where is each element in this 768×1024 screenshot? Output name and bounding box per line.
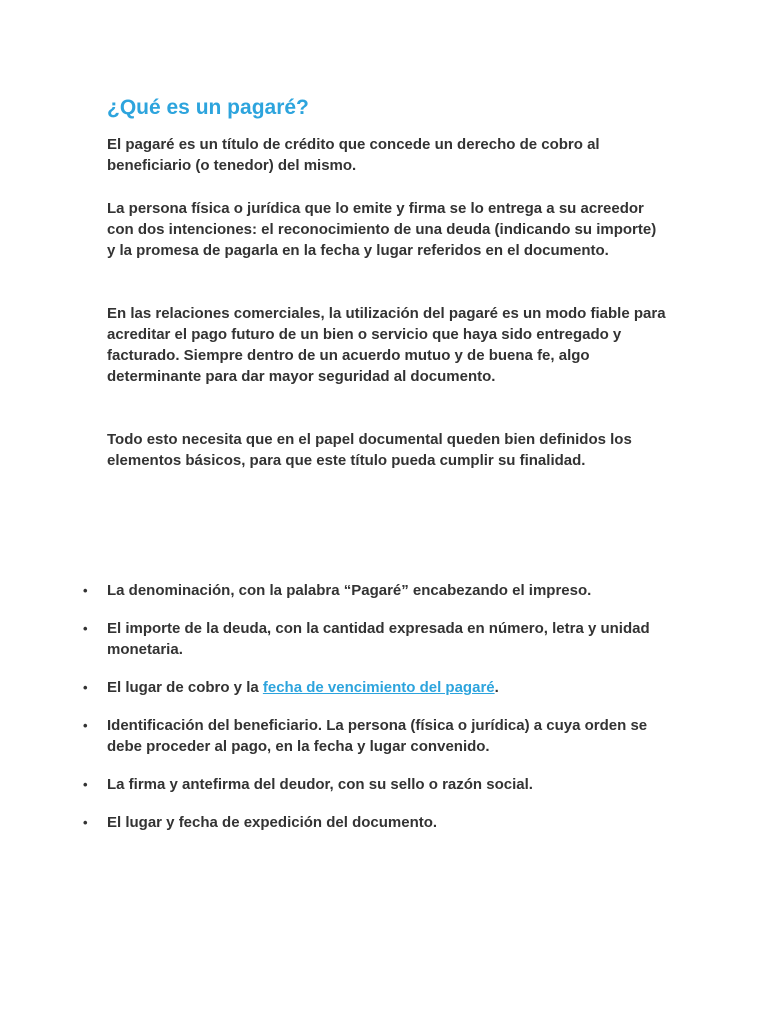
list-item-text: El importe de la deuda, con la cantidad expresada en número, letra y unidad monetaria. [107,620,650,658]
paragraph-elements-intro: Todo esto necesita que en el papel documental queden bien definidos los elementos básicos, para que este título pueda cumplir su finalidad. [107,431,632,469]
bullet-icon: • [83,680,88,695]
bullet-icon: • [83,815,88,830]
list-item-text-before: El lugar de cobro y la [107,679,263,696]
list-item [0,580,667,601]
paragraph-issuer: La persona física o jurídica que lo emite y firma se lo entrega a su acreedor con dos intenciones: el reconocimiento de una deuda (indicando su importe) y la promesa de pagarla en la fecha y lugar referidos en el documento. [107,200,657,259]
list-item [0,715,667,757]
paragraph-definition: El pagaré es un título de crédito que concede un derecho de cobro al beneficiario (o tenedor) del mismo. [107,136,600,174]
list-item [0,812,667,833]
list-item-text: Identificación del beneficiario. La persona (física o jurídica) a cuya orden se debe proceder al pago, en la fecha y lugar convenido. [107,717,648,755]
paragraph-commercial: En las relaciones comerciales, la utilización del pagaré es un modo fiable para acreditar el pago futuro de un bien o servicio que haya sido entregado y facturado. Siempre dentro de un acuerdo mutuo y de buena fe, algo determinante para dar mayor seguridad al documento. [107,305,666,385]
list-item [0,618,667,660]
bullet-icon: • [83,583,88,598]
bullet-icon: • [83,777,88,792]
bullet-icon: • [83,718,88,733]
list-item-text: La firma y antefirma del deudor, con su sello o razón social. [107,776,533,793]
list-item [0,774,667,795]
list-item-text: El lugar y fecha de expedición del documento. [107,814,438,831]
page-title: ¿Qué es un pagaré? [107,96,309,119]
list-item-text: La denominación, con la palabra “Pagaré” encabezando el impreso. [107,582,592,599]
elements-list [0,580,768,850]
list-item-text-after: . [494,679,499,696]
list-item [0,677,667,698]
bullet-icon: • [83,621,88,636]
due-date-link[interactable]: fecha de vencimiento del pagaré [262,679,495,696]
